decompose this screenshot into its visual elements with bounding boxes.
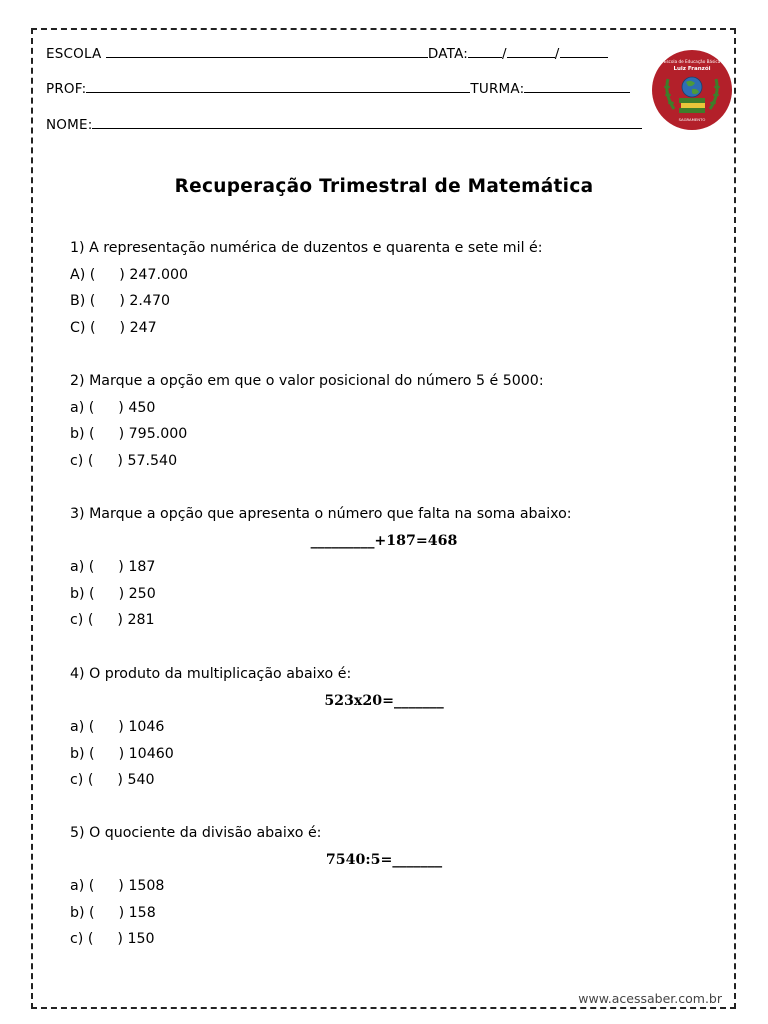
answer-option[interactable]: B) ( ) 2.470 [70, 293, 171, 310]
question-prompt: 1) A representação numérica de duzentos e quarenta e sete mil é: [70, 240, 543, 256]
equation: 523x20=_______ [324, 692, 444, 709]
turma-field[interactable] [524, 80, 630, 93]
answer-option[interactable]: c) ( ) 150 [70, 931, 155, 948]
answer-option[interactable]: c) ( ) 540 [70, 772, 155, 789]
date-separator: / [554, 46, 560, 62]
answer-option[interactable]: b) ( ) 250 [70, 585, 156, 602]
answer-option[interactable]: c) ( ) 57.540 [70, 452, 178, 469]
answer-option[interactable]: b) ( ) 10460 [70, 745, 174, 762]
answer-option[interactable]: b) ( ) 795.000 [70, 426, 188, 443]
answer-option[interactable]: a) ( ) 1508 [70, 878, 165, 895]
question-5 [70, 820, 698, 953]
nome-row [46, 116, 642, 133]
question-2 [70, 368, 544, 474]
footer-url[interactable]: www.acessaber.com.br [578, 991, 722, 1006]
date-separator: / [502, 46, 507, 62]
turma-label: TURMA: [470, 81, 525, 97]
equation: _________+187=468 [310, 532, 458, 549]
logo-text-line1: Escola de Educação Básica [663, 59, 721, 64]
date-month-field[interactable] [507, 45, 555, 58]
escola-row [46, 45, 608, 62]
answer-option[interactable]: a) ( ) 187 [70, 559, 156, 576]
nome-field[interactable] [92, 116, 642, 129]
question-3 [70, 501, 698, 634]
page-title: Recuperação Trimestral de Matemática [174, 176, 594, 197]
logo-text-line3: SAGRAMENTO [678, 117, 706, 122]
escola-label: ESCOLA [46, 46, 102, 62]
question-prompt: 5) O quociente da divisão abaixo é: [70, 825, 322, 841]
answer-option[interactable]: b) ( ) 158 [70, 904, 156, 921]
question-1 [70, 235, 543, 341]
equation: 7540:5=_______ [325, 851, 443, 868]
answer-option[interactable]: c) ( ) 281 [70, 612, 155, 629]
answer-option[interactable]: a) ( ) 450 [70, 399, 156, 416]
prof-row [46, 80, 630, 97]
date-year-field[interactable] [560, 45, 608, 58]
date-day-field[interactable] [468, 45, 502, 58]
answer-option[interactable]: C) ( ) 247 [70, 319, 157, 336]
data-label: DATA: [427, 46, 469, 62]
question-prompt: 4) O produto da multiplicação abaixo é: [70, 666, 352, 682]
question-prompt: 2) Marque a opção em que o valor posicional do número 5 é 5000: [70, 373, 544, 389]
prof-field[interactable] [86, 80, 470, 93]
prof-label: PROF: [46, 81, 87, 97]
answer-option[interactable]: a) ( ) 1046 [70, 719, 165, 736]
school-logo [650, 49, 734, 131]
logo-text-line2: Luiz Franzói [673, 66, 711, 72]
question-prompt: 3) Marque a opção que apresenta o número que falta na soma abaixo: [70, 506, 572, 522]
nome-label: NOME: [46, 117, 93, 133]
answer-option[interactable]: A) ( ) 247.000 [70, 266, 189, 283]
escola-field[interactable] [106, 45, 428, 58]
question-4 [70, 661, 698, 794]
